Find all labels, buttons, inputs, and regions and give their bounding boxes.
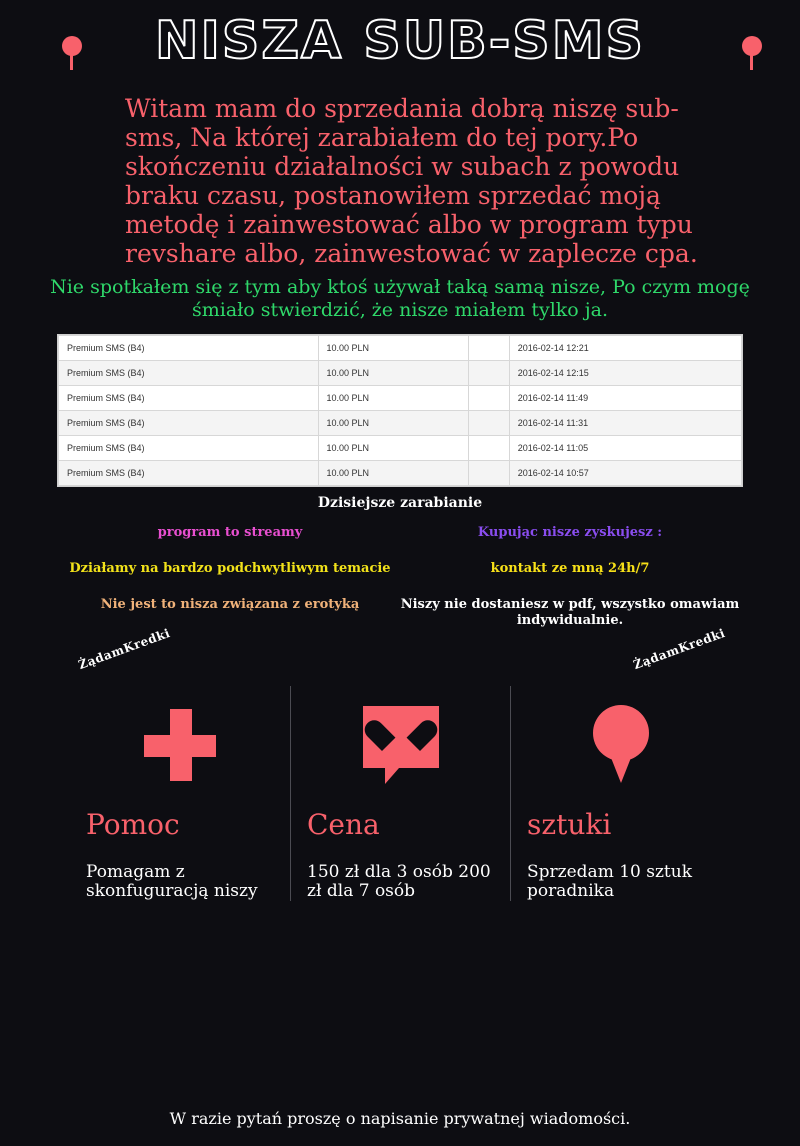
table-cell-amount: 10.00 PLN bbox=[318, 360, 468, 385]
table-row bbox=[59, 410, 742, 435]
table-cell-name: Premium SMS (B4) bbox=[59, 360, 319, 385]
table-cell-date: 2016-02-14 11:49 bbox=[509, 385, 741, 410]
table-cell-name: Premium SMS (B4) bbox=[59, 460, 319, 485]
table-cell-date: 2016-02-14 12:21 bbox=[509, 335, 741, 360]
table-cell-name: Premium SMS (B4) bbox=[59, 335, 319, 360]
earnings-table bbox=[57, 334, 743, 487]
intro-subparagraph: Nie spotkałem się z tym aby ktoś używał taką samą nisze, Po czym mogę śmiało stwierdzić, że nisze miałem tylko ja. bbox=[50, 276, 750, 321]
table-cell-date: 2016-02-14 11:31 bbox=[509, 410, 741, 435]
column-title: sztuki bbox=[527, 807, 612, 841]
page-header bbox=[0, 0, 800, 90]
stamp-label: ŻądamKredki bbox=[76, 625, 173, 672]
feature-item: program to streamy bbox=[157, 524, 303, 540]
offer-column-sztuki bbox=[510, 625, 730, 901]
table-row bbox=[59, 435, 742, 460]
offer-column-pomoc bbox=[70, 625, 290, 901]
feature-item: kontakt ze mną 24h/7 bbox=[490, 560, 650, 576]
table-cell-amount: 10.00 PLN bbox=[318, 460, 468, 485]
feature-list bbox=[0, 525, 800, 630]
feature-item: Kupując nisze zyskujesz : bbox=[477, 524, 663, 540]
map-pin-icon bbox=[742, 36, 762, 56]
table-cell-name: Premium SMS (B4) bbox=[59, 385, 319, 410]
table-caption: Dzisiejsze zarabianie bbox=[317, 494, 483, 511]
feature-item: Nie jest to nisza związana z erotyką bbox=[100, 597, 360, 613]
offer-column-cena bbox=[290, 686, 510, 901]
table-cell-blank bbox=[468, 385, 509, 410]
map-marker-icon bbox=[523, 686, 718, 804]
feature-item: Działamy na bardzo podchwytliwym temacie bbox=[69, 560, 391, 576]
table-cell-amount: 10.00 PLN bbox=[318, 385, 468, 410]
table-cell-blank bbox=[468, 410, 509, 435]
table-cell-amount: 10.00 PLN bbox=[318, 435, 468, 460]
column-title: Pomoc bbox=[86, 807, 180, 841]
plus-icon bbox=[82, 686, 278, 804]
map-pin-icon bbox=[62, 36, 82, 56]
table-cell-amount: 10.00 PLN bbox=[318, 335, 468, 360]
table-cell-date: 2016-02-14 11:05 bbox=[509, 435, 741, 460]
table-cell-name: Premium SMS (B4) bbox=[59, 410, 319, 435]
table-cell-date: 2016-02-14 10:57 bbox=[509, 460, 741, 485]
table-cell-date: 2016-02-14 12:15 bbox=[509, 360, 741, 385]
footer-note: W razie pytań proszę o napisanie prywatnej wiadomości. bbox=[169, 1109, 631, 1128]
heart-speech-bubble-icon bbox=[303, 686, 498, 804]
column-text: Pomagam z skonfuguracją niszy bbox=[86, 861, 258, 901]
table-cell-name: Premium SMS (B4) bbox=[59, 435, 319, 460]
table-row bbox=[59, 360, 742, 385]
table-row bbox=[59, 460, 742, 485]
intro-paragraph: Witam mam do sprzedania dobrą niszę sub-sms, Na której zarabiałem do tej pory.Po skończeniu działalności w subach z powodu braku czasu, postanowiłem sprzedać moją metodę i zainwestować albo w program typu revshare albo, zainwestować w zaplecze cpa. bbox=[125, 94, 698, 268]
column-text: Sprzedam 10 sztuk poradnika bbox=[527, 861, 693, 901]
column-title: Cena bbox=[307, 807, 380, 841]
table-row bbox=[59, 385, 742, 410]
table-cell-amount: 10.00 PLN bbox=[318, 410, 468, 435]
table-cell-blank bbox=[468, 460, 509, 485]
feature-item: Niszy nie dostaniesz w pdf, wszystko omawiam indywidualnie. bbox=[400, 597, 740, 629]
column-text: 150 zł dla 3 osób 200 zł dla 7 osób bbox=[307, 861, 491, 901]
stamp-label: ŻądamKredki bbox=[631, 625, 728, 672]
table-cell-blank bbox=[468, 360, 509, 385]
table-cell-blank bbox=[468, 435, 509, 460]
table-cell-blank bbox=[468, 335, 509, 360]
offer-columns bbox=[0, 625, 800, 901]
earnings-table-body bbox=[58, 335, 742, 486]
table-row bbox=[59, 335, 742, 360]
page-title: NISZA SUB-SMS bbox=[155, 11, 645, 71]
